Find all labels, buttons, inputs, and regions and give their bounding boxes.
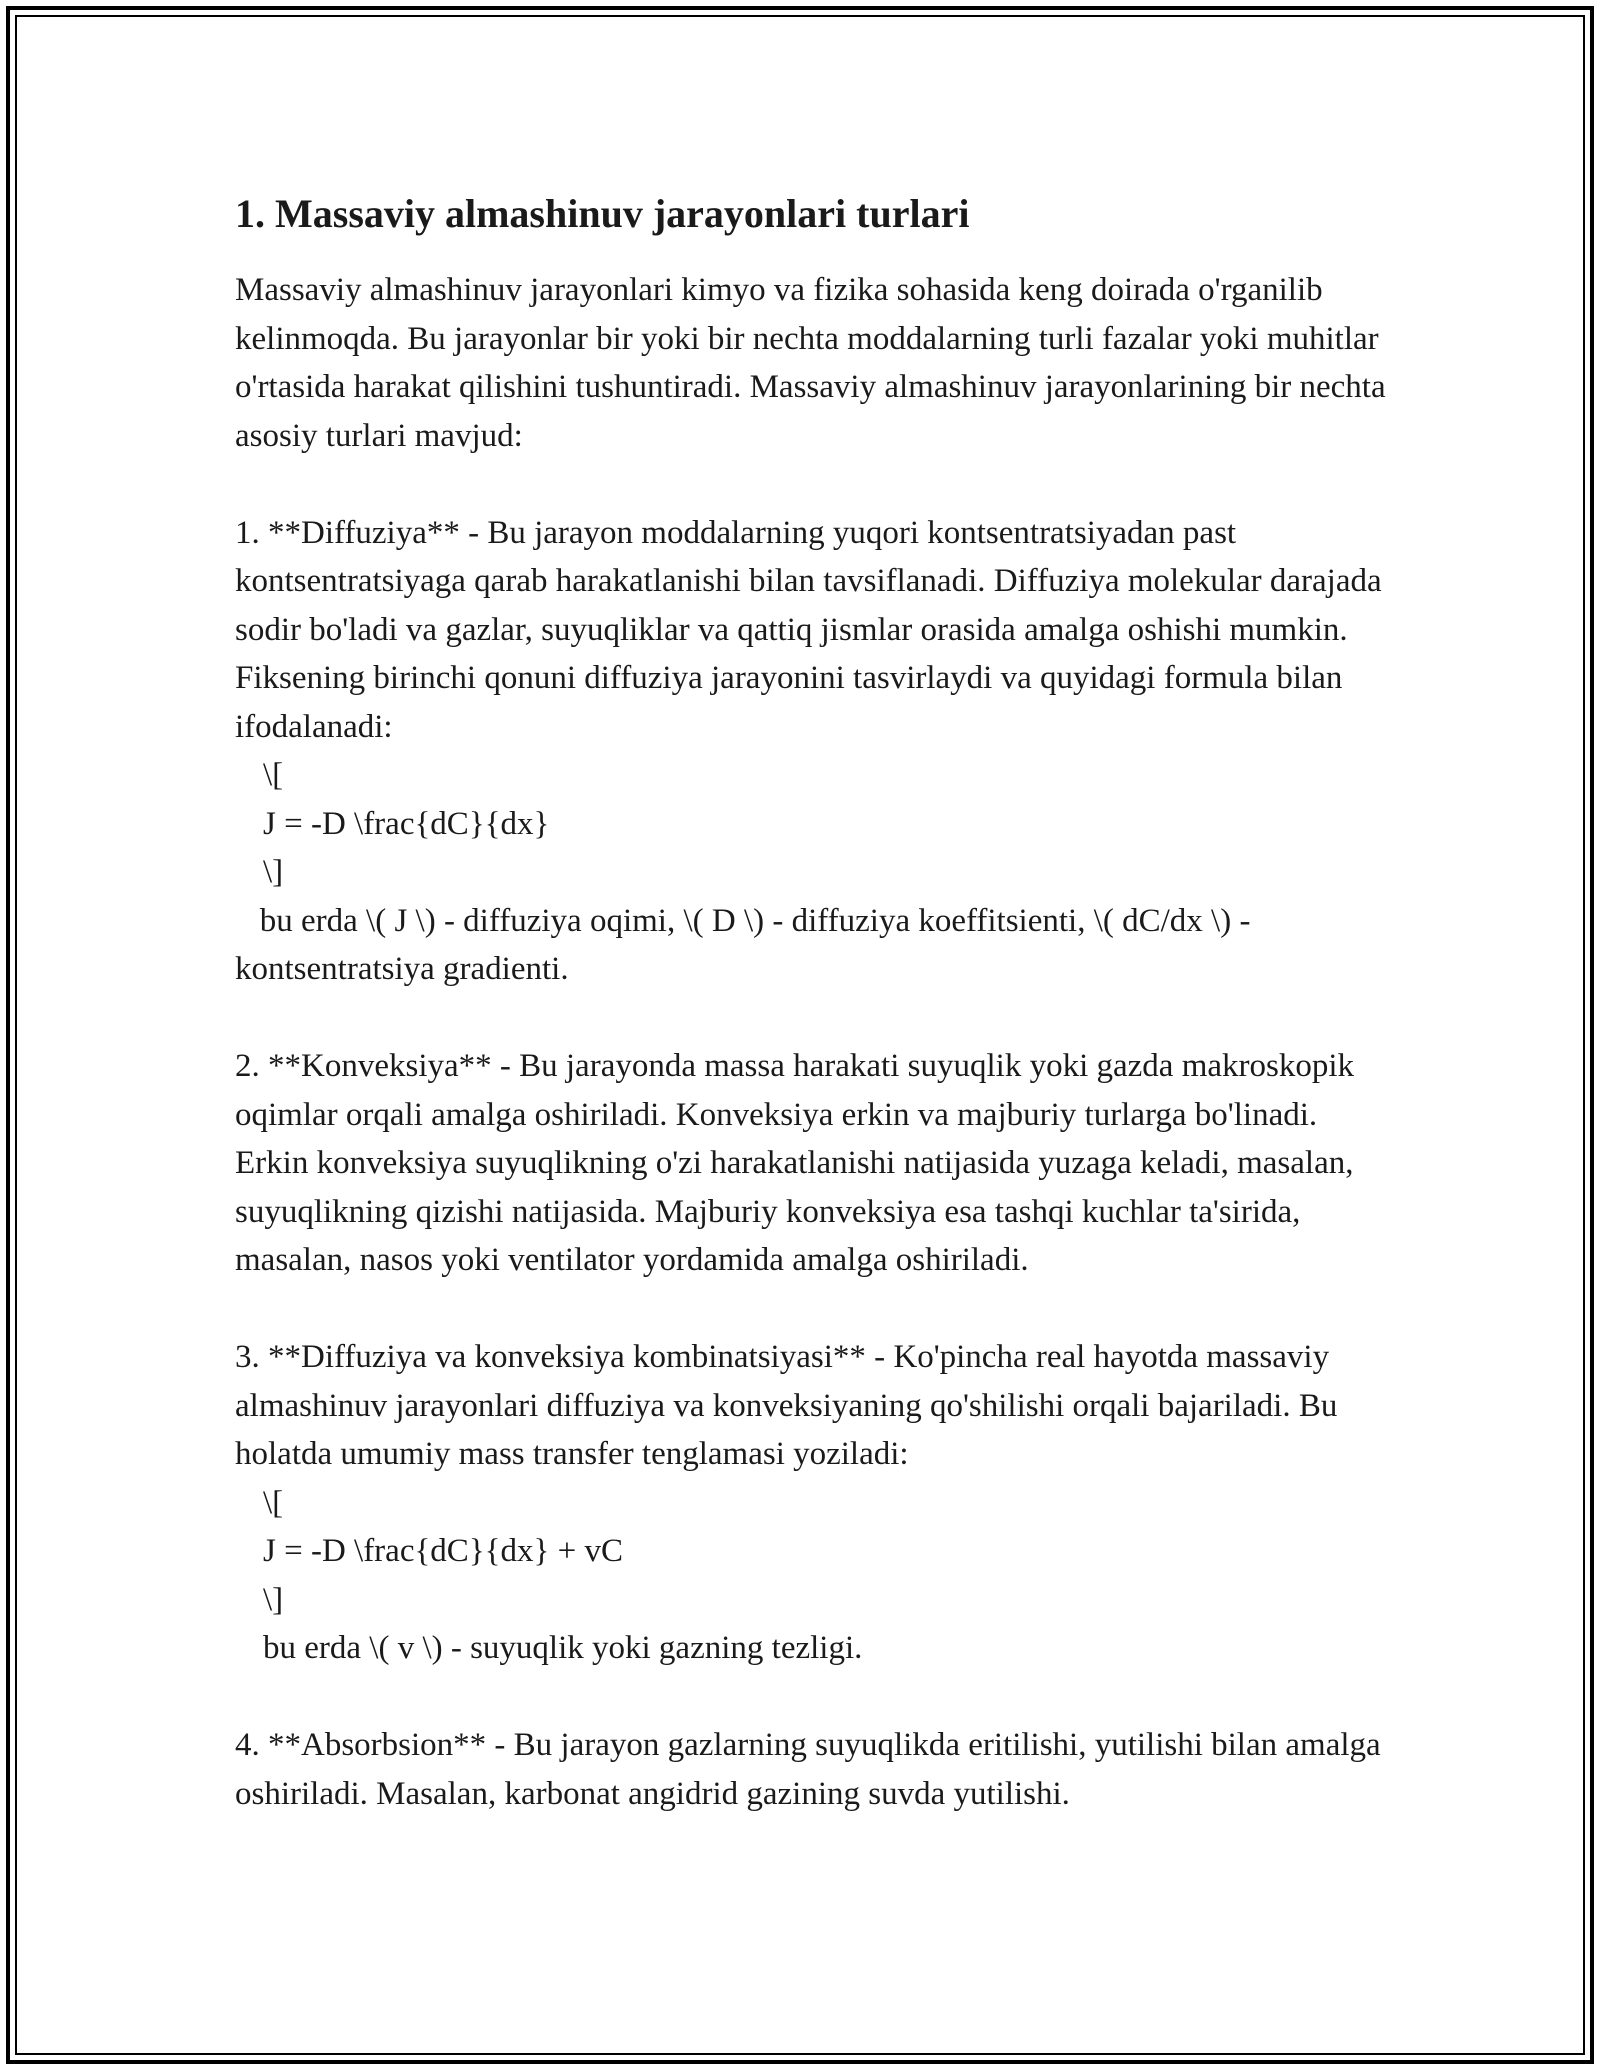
formula-note: bu erda \( v \) - suyuqlik yoki gazning tezligi. — [263, 1630, 863, 1666]
intro-paragraph: Massaviy almashinuv jarayonlari kimyo va fizika sohasida keng doirada o'rganilib kelinmoqda. Bu jarayonlar bir yoki bir nechta moddalarning turli fazalar yoki muhitlar o'rtasida harakat qilishini tushuntiradi. Massaviy almashinuv jarayonlarining bir nechta asosiy turlari mavjud: — [235, 272, 1386, 454]
item-text: 1. **Diffuziya** - Bu jarayon moddalarning yuqori kontsentratsiyadan past kontsentratsiyaga qarab harakatlanishi bilan tavsiflanadi. Diffuziya molekular darajada sodir bo'ladi va gazlar, suyuqliklar va qattiq jismlar orasida amalga oshishi mumkin. Fiksening birinchi qonuni diffuziya jarayonini tasvirlaydi va quyidagi formula bilan ifodalanadi: — [235, 514, 1382, 745]
list-item-konveksiya — [235, 1042, 1395, 1285]
formula: J = -D \frac{dC}{dx} + vC — [263, 1533, 623, 1569]
item-text: 4. **Absorbsion** - Bu jarayon gazlarning suyuqlikda eritilishi, yutilishi bilan amalga oshiriladi. Masalan, karbonat angidrid gazining suvda yutilishi. — [235, 1727, 1381, 1812]
document-body — [235, 188, 1395, 1818]
formula-close: \] — [263, 1581, 284, 1618]
list-item-diffuziya — [235, 509, 1395, 994]
list-item-absorbsion — [235, 1721, 1395, 1818]
item-text: 3. **Diffuziya va konveksiya kombinatsiyasi** - Ko'pincha real hayotda massaviy almashinuv jarayonlari diffuziya va konveksiyaning qo'shilishi orqali bajariladi. Bu holatda umumiy mass transfer tenglamasi yoziladi: — [235, 1339, 1338, 1472]
formula-note: bu erda \( J \) - diffuziya oqimi, \( D \) - diffuziya koeffitsienti, \( dC/dx \) - kontsentratsiya gradienti. — [235, 902, 1251, 987]
item-text: 2. **Konveksiya** - Bu jarayonda massa harakati suyuqlik yoki gazda makroskopik oqimlar orqali amalga oshiriladi. Konveksiya erkin va majburiy turlarga bo'linadi. Erkin konveksiya suyuqlikning o'zi harakatlanishi natijasida yuzaga keladi, masalan, suyuqlikning qizishi natijasida. Majburiy konveksiya esa tashqi kuchlar ta'sirida, masalan, nasos yoki ventilator yordamida amalga oshiriladi. — [235, 1048, 1355, 1278]
formula-open: \[ — [263, 757, 284, 793]
section-heading: 1. Massaviy almashinuv jarayonlari turlari — [235, 191, 970, 236]
formula-close: \] — [263, 854, 284, 890]
formula: J = -D \frac{dC}{dx} — [263, 805, 550, 842]
formula-open: \[ — [263, 1484, 284, 1521]
list-item-kombinatsiya — [235, 1333, 1395, 1673]
